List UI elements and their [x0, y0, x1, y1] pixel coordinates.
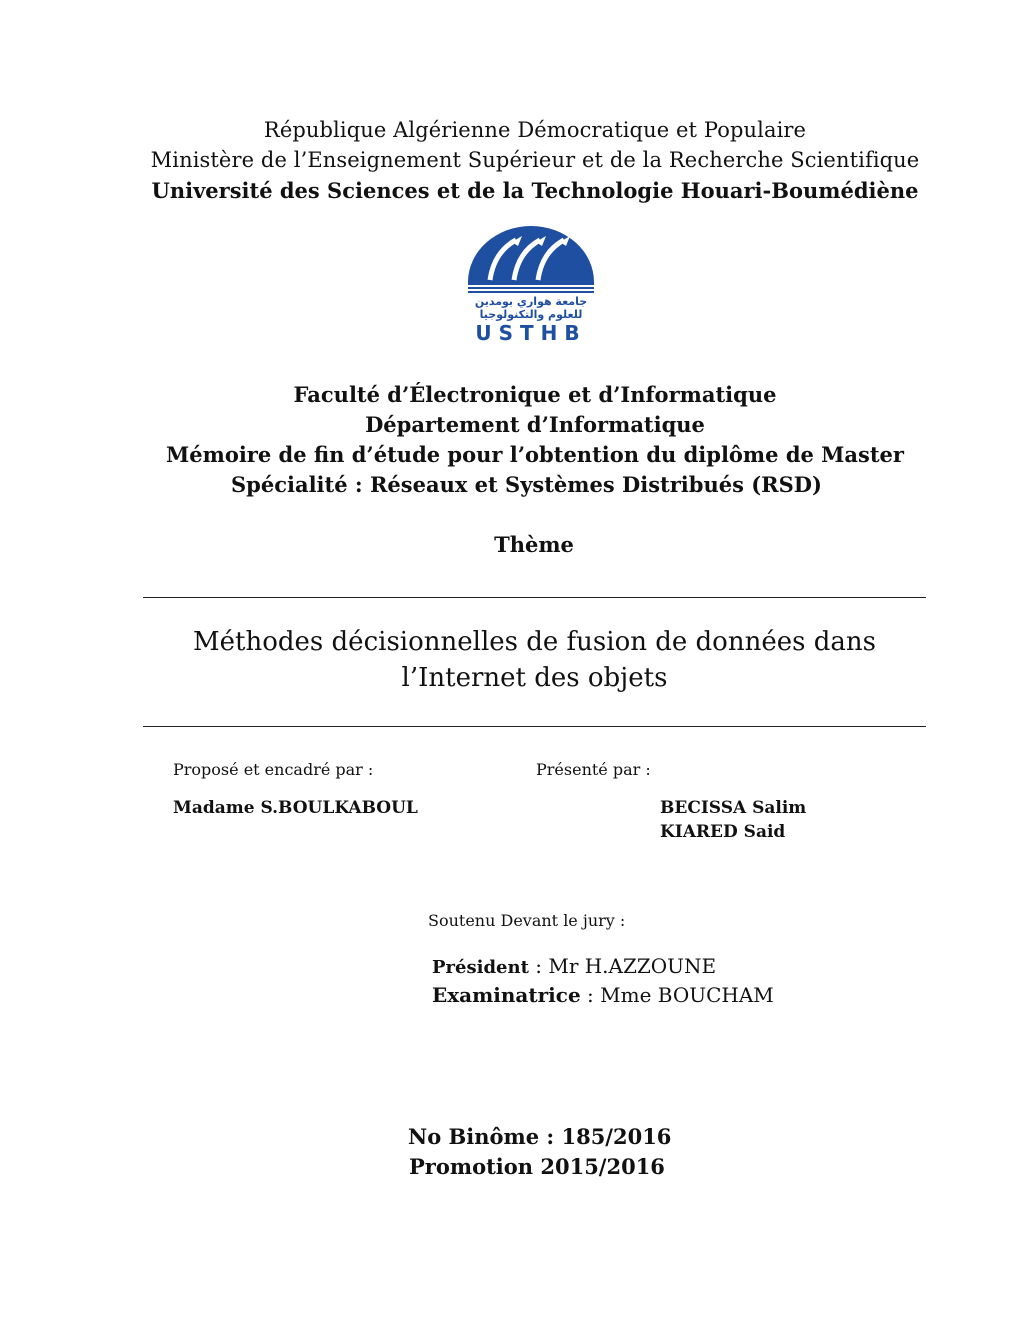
- thesis-title-line1: Méthodes décisionnelles de fusion de données dans: [193, 627, 876, 657]
- faculty-name: Faculté d’Électronique et d’Informatique: [293, 382, 777, 407]
- header-republic: République Algérienne Démocratique et Populaire: [263, 118, 807, 142]
- binome-number: No Binôme : 185/2016: [408, 1124, 672, 1149]
- jury-president: [432, 954, 716, 978]
- thesis-description: Mémoire de fin d’étude pour l’obtention du diplôme de Master: [166, 442, 904, 467]
- logo-acronym: USTHB: [475, 321, 587, 345]
- presenter-name: KIARED Said: [660, 822, 786, 842]
- presenter-name: BECISSA Salim: [660, 798, 807, 818]
- header-ministry: Ministère de l’Enseignement Supérieur et de la Recherche Scientifique: [150, 148, 920, 172]
- supervisor-label: Proposé et encadré par :: [173, 760, 374, 779]
- logo-arabic-line1: جامعة هواري بومدين: [474, 295, 588, 308]
- jury-label: Soutenu Devant le jury :: [428, 911, 626, 930]
- department-name: Département d’Informatique: [365, 412, 705, 437]
- jury-president-role: Président: [432, 957, 529, 978]
- theme-label: Thème: [494, 532, 574, 557]
- header-university: Université des Sciences et de la Technologie Houari-Boumédiène: [151, 178, 919, 203]
- thesis-title-line2: l’Internet des objets: [401, 663, 668, 693]
- title-bottom-rule: [143, 726, 926, 727]
- thesis-title: [143, 624, 926, 696]
- usthb-logo: [464, 224, 598, 346]
- jury-examiner-role: Examinatrice: [432, 983, 581, 1007]
- promotion: Promotion 2015/2016: [409, 1154, 665, 1179]
- specialty: Spécialité : Réseaux et Systèmes Distribués (RSD): [231, 472, 822, 497]
- jury-president-name: : Mr H.AZZOUNE: [528, 954, 717, 978]
- logo-arabic-line2: للعلوم والتكنولوجيا: [479, 308, 583, 321]
- supervisor-name: Madame S.BOULKABOUL: [173, 798, 418, 818]
- presenters-label: Présenté par :: [536, 760, 651, 779]
- jury-examiner: [432, 983, 774, 1007]
- jury-examiner-name: : Mme BOUCHAM: [580, 983, 774, 1007]
- title-top-rule: [143, 597, 926, 598]
